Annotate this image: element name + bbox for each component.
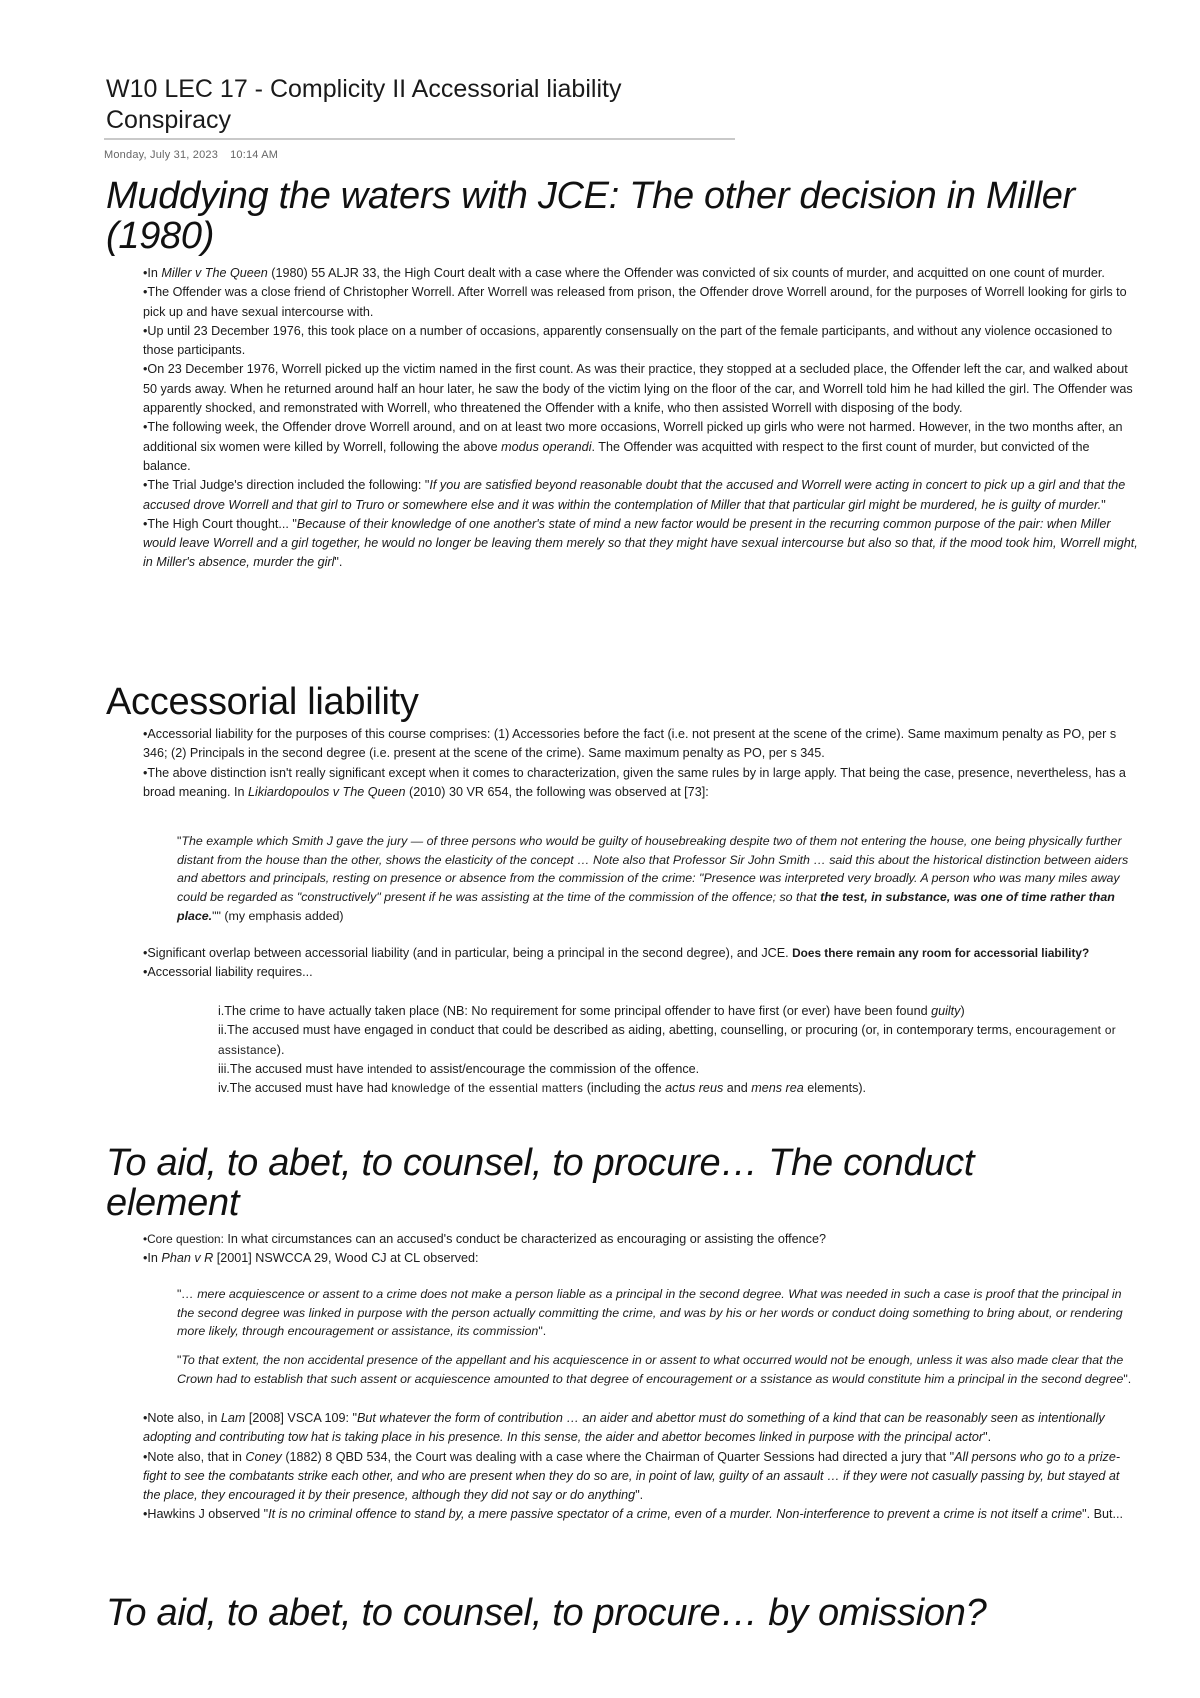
conduct-bullet-5: •Hawkins J observed "It is no criminal offence to stand by, a mere passive spectator of a crime, even of a murder. Non-interference to prevent a crime is not itself a crime". But...: [143, 1507, 1124, 1522]
phan-quote-1: "… mere acquiescence or assent to a crime does not make a person liable as a principal in the second degree. What was needed in such a case is proof that the principal in the second degree was linked in purpose with the person actually committing the crime, and was by his or her words or conduct doing something to bring about, or rendering more likely, through encouragement or assistance, its commission".: [177, 1287, 1123, 1339]
conduct-bullets: [143, 1230, 1138, 1269]
conduct-bullet-3: •Note also, in Lam [2008] VSCA 109: "But whatever the form of contribution … an aider and abettor must do something of a kind that can be reasonably seen as intentionally adopting and contributing tow hat is taking place in his presence. In this sense, the aider and abettor becomes linked in purpose with the principal actor".: [143, 1411, 1105, 1445]
miller-bullet-6: •The Trial Judge's direction included the following: "If you are satisfied beyond reasonable doubt that the accused and Worrell were acting in concert to pick up a girl and that the accused drove Worrell and that girl to Truro or somewhere else and it was within the contemplation of Miller that that particular girl might be murdered, he is guilty of murder.": [143, 478, 1126, 512]
accessorial-bullet-3: •Significant overlap between accessorial liability (and in particular, being a principal in the second degree), and JCE. Does there remain any room for accessorial liability?: [143, 946, 1090, 960]
conduct-bullet-2: •In Phan v R [2001] NSWCCA 29, Wood CJ at CL observed:: [143, 1251, 479, 1266]
likiardopoulos-quote: "The example which Smith J gave the jury — of three persons who would be guilty of housebreaking despite two of them not entering the house, one being physically further distant from the house than the other, shows the elasticity of the concept … Note also that Professor Sir John Smith … said this about the historical distinction between aiders and abettors and principals, resting on presence or absence from the commission of the crime: "Presence was interpreted very broadly. A person who was many miles away could be regarded as "constructively" present if he was assisting at the time of the commission of the offence; so that the test, in substance, was one of time rather than place."" (my emphasis added): [177, 834, 1129, 923]
conduct-bullets-2: [143, 1409, 1138, 1525]
page-time: 10:14 AM: [230, 149, 279, 161]
miller-bullet-4: •On 23 December 1976, Worrell picked up the victim named in the first count. As was their practice, they stopped at a secluded place, the Offender left the car, and walked about 50 yards away. When he returned around half an hour later, he saw the body of the victim lying on the floor of the car, and Worrell told him he had killed the girl. The Offender was apparently shocked, and remonstrated with Worrell, who threatened the Offender with a knife, who then assisted Worrell with disposing of the body.: [143, 362, 1133, 416]
title-underline: [104, 138, 735, 140]
accessorial-bullets-2: [143, 944, 1138, 983]
requirement-iii: iii.The accused must have intended to assist/encourage the commission of the offence.: [218, 1061, 700, 1076]
miller-bullet-3: •Up until 23 December 1976, this took place on a number of occasions, apparently consensually on the part of the female participants, and without any violence occasioned to those participants.: [143, 323, 1113, 358]
miller-bullet-5: •The following week, the Offender drove Worrell around, and on at least two more occasions, Worrell picked up girls who were not harmed. However, in the two months after, an additional six women were killed by Worrell, following the above modus operandi. The Offender was acquitted with respect to the first count of murder, but convicted of the balance.: [143, 420, 1123, 473]
page-date: Monday, July 31, 2023: [104, 149, 219, 161]
miller-bullet-2: •The Offender was a close friend of Christopher Worrell. After Worrell was released from prison, the Offender drove Worrell around, for the purposes of Worrell looking for girls to pick up and have sexual intercourse with.: [143, 285, 1127, 319]
page-title: W10 LEC 17 - Complicity II Accessorial liability Conspiracy: [106, 75, 622, 134]
requirement-ii: ii.The accused must have engaged in conduct that could be described as aiding, abetting, counselling, or procuring (or, in contemporary terms, encouragement or assistance).: [218, 1023, 1116, 1057]
accessorial-bullet-2: •The above distinction isn't really significant except when it comes to characterization, given the same rules by in large apply. That being the case, presence, nevertheless, has a broad meaning. In Likiardopoulos v The Queen (2010) 30 VR 654, the following was observed at [73]:: [143, 765, 1126, 799]
heading-conduct-element: To aid, to abet, to counsel, to procure… The conduct element: [106, 1142, 975, 1224]
heading-accessorial-liability: Accessorial liability: [106, 681, 419, 723]
accessorial-bullets: [143, 725, 1133, 802]
phan-quote-2: "To that extent, the non accidental presence of the appellant and his acquiescence in or assent to what occurred would not be enough, unless it was also made clear that the Crown had to establish that such assent or acquiescence amounted to that degree of encouragement or a ssistance as would constitute him a principal in the second degree".: [177, 1353, 1132, 1386]
page-timestamp: [104, 149, 278, 161]
heading-miller: Muddying the waters with JCE: The other decision in Miller (1980): [106, 175, 1075, 257]
requirement-i: i.The crime to have actually taken place (NB: No requirement for some principal offender to have first (or ever) have been found guilty): [218, 1004, 965, 1018]
conduct-bullet-4: •Note also, that in Coney (1882) 8 QBD 534, the Court was dealing with a case where the Chairman of Quarter Sessions had directed a jury that "All persons who go to a prize-fight to see the combatants strike each other, and who are present when they do so are, in point of law, guilty of an assault … if they were not casually passing by, but stayed at the place, they encouraged it by their presence, although they did not say or do anything".: [143, 1449, 1121, 1503]
accessorial-bullet-1: •Accessorial liability for the purposes of this course comprises: (1) Accessories before the fact (i.e. not present at the scene of the crime). Same maximum penalty as PO, per s 346; (2) Principals in the second degree (i.e. present at the scene of the crime). Same maximum penalty as PO, per s 345.: [143, 727, 1117, 761]
accessorial-requirements-list: [218, 1002, 1138, 1098]
miller-bullet-1: •In Miller v The Queen (1980) 55 ALJR 33, the High Court dealt with a case where the Offender was convicted of six counts of murder, and acquitted on one count of murder.: [143, 266, 1105, 280]
conduct-bullet-1: •Core question: In what circumstances can an accused's conduct be characterized as encouraging or assisting the offence?: [143, 1232, 826, 1246]
miller-bullets: [143, 264, 1138, 573]
heading-omission: To aid, to abet, to counsel, to procure… by omission?: [106, 1592, 987, 1634]
requirement-iv: iv.The accused must have had knowledge of the essential matters (including the actus reus and mens rea elements).: [218, 1081, 867, 1096]
miller-bullet-7: •The High Court thought... "Because of their knowledge of one another's state of mind a new factor would be present in the recurring common purpose of the pair: when Miller would leave Worrell and a girl together, he would no longer be leaving them merely so that they might have sexual intercourse but also so that, if the mood took him, Worrell might, in Miller's absence, murder the girl".: [143, 516, 1138, 570]
accessorial-bullet-4: •Accessorial liability requires...: [143, 965, 313, 980]
